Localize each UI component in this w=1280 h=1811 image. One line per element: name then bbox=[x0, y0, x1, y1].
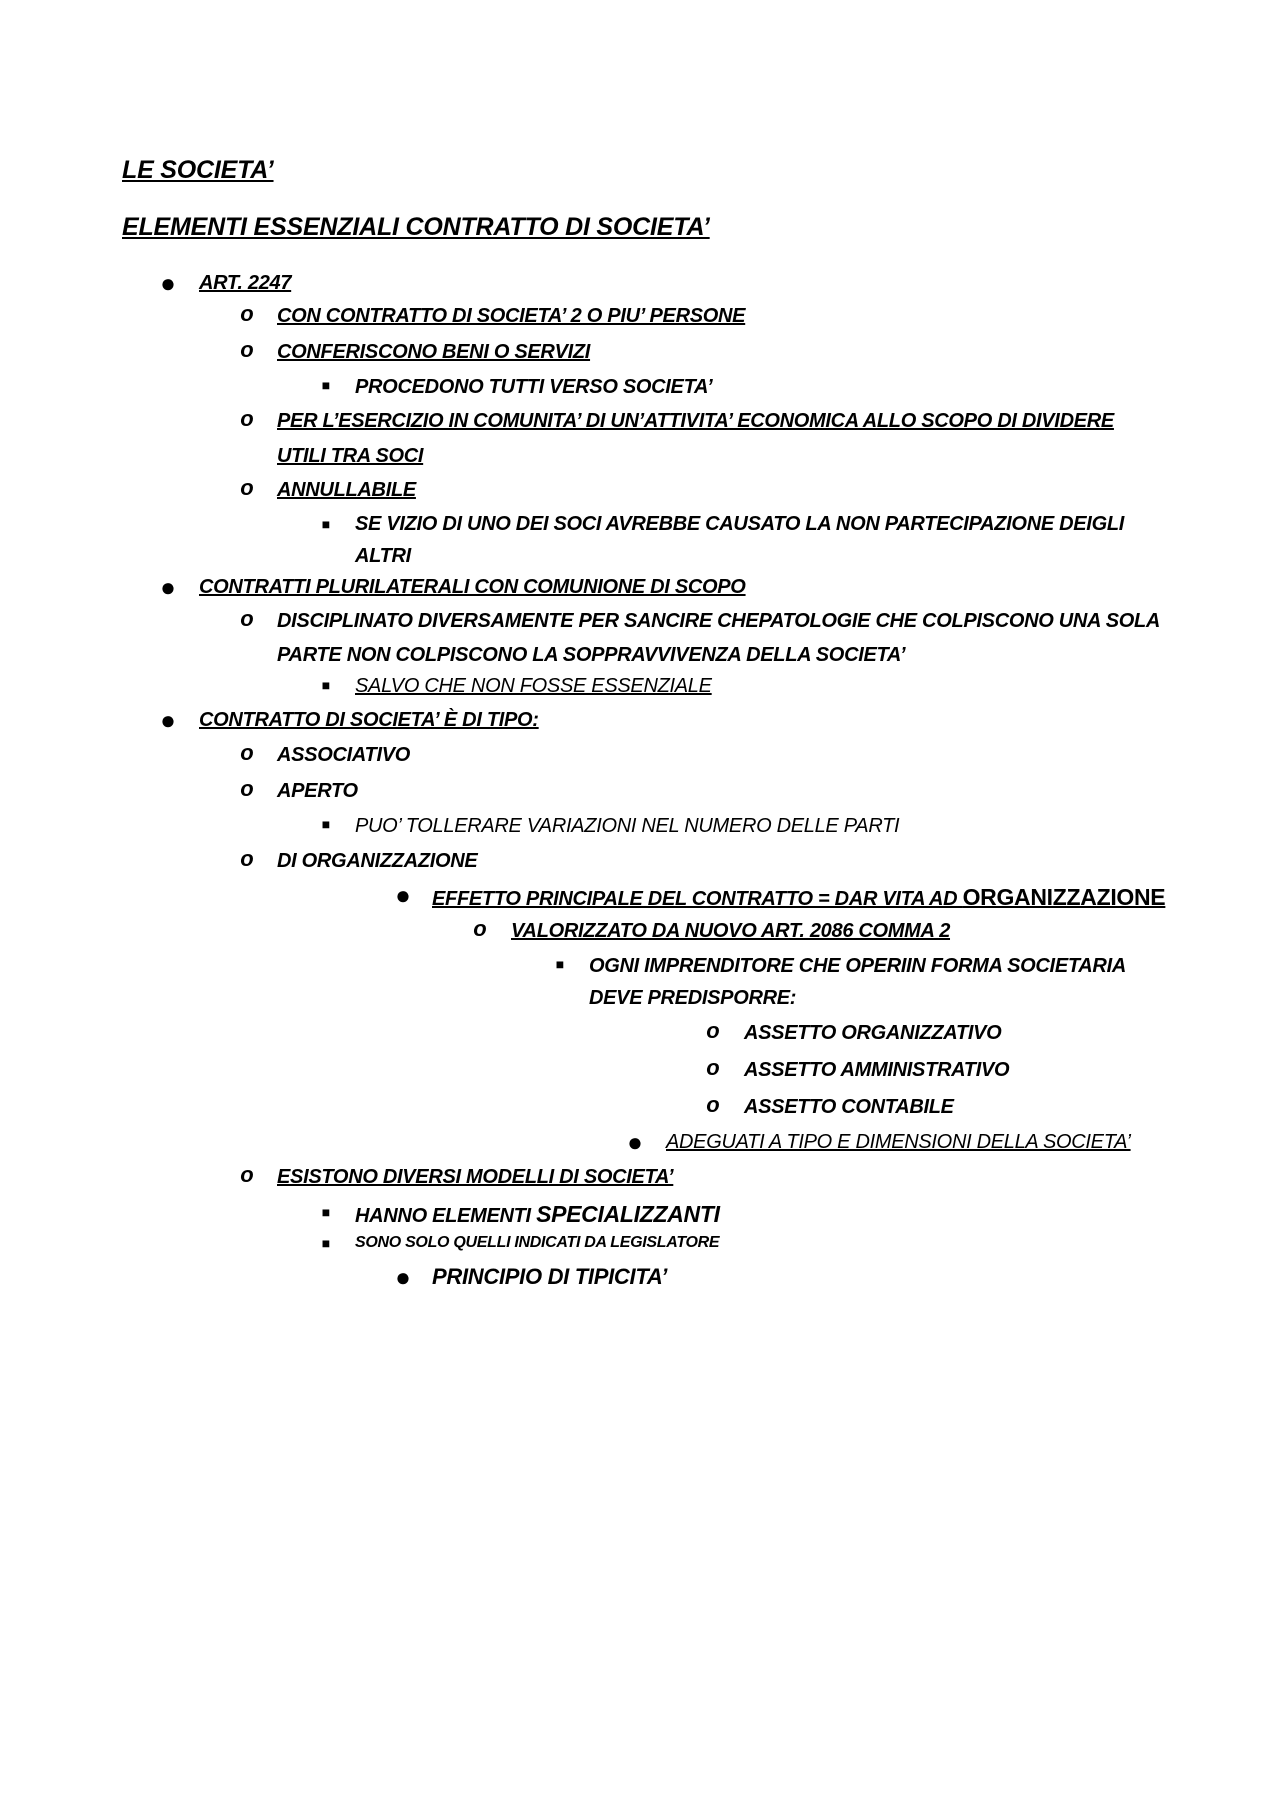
bullet-circle-icon: o bbox=[240, 846, 254, 871]
list-item: ADEGUATI A TIPO E DIMENSIONI DELLA SOCIETA’ bbox=[666, 1131, 1131, 1153]
list-item: PARTE NON COLPISCONO LA SOPPRAVVIVENZA DELLA SOCIETA’ bbox=[277, 644, 906, 666]
bullet-circle-icon: o bbox=[706, 1092, 720, 1117]
bullet-dot-icon: ● bbox=[160, 705, 176, 735]
bullet-circle-icon: o bbox=[240, 337, 254, 362]
list-item: CONTRATTO DI SOCIETA’ È DI TIPO: bbox=[199, 709, 539, 731]
list-item: ASSETTO ORGANIZZATIVO bbox=[744, 1022, 1002, 1044]
bullet-circle-icon: o bbox=[240, 740, 254, 765]
list-item: CON CONTRATTO DI SOCIETA’ 2 O PIU’ PERSONE bbox=[277, 305, 746, 327]
bullet-square-icon: ■ bbox=[321, 677, 331, 693]
list-item: CONFERISCONO BENI O SERVIZI bbox=[277, 341, 591, 363]
bullet-dot-icon: ● bbox=[395, 1262, 411, 1292]
bullet-dot-icon: ● bbox=[627, 1127, 643, 1157]
list-item: DEVE PREDISPORRE: bbox=[589, 987, 797, 1009]
list-item: ASSETTO AMMINISTRATIVO bbox=[744, 1059, 1010, 1081]
bullet-square-icon: ■ bbox=[321, 1204, 331, 1220]
bullet-circle-icon: o bbox=[706, 1055, 720, 1080]
document-subtitle: ELEMENTI ESSENZIALI CONTRATTO DI SOCIETA’ bbox=[122, 213, 710, 241]
list-item: ANNULLABILE bbox=[277, 479, 416, 501]
bullet-circle-icon: o bbox=[706, 1018, 720, 1043]
list-item: PUO’ TOLLERARE VARIAZIONI NEL NUMERO DELLE PARTI bbox=[355, 815, 900, 837]
list-item: EFFETTO PRINCIPALE DEL CONTRATTO = DAR VITA AD ORGANIZZAZIONE bbox=[432, 884, 1166, 910]
list-item: ESISTONO DIVERSI MODELLI DI SOCIETA’ bbox=[277, 1166, 674, 1188]
list-item: UTILI TRA SOCI bbox=[277, 445, 424, 467]
bullet-circle-icon: o bbox=[240, 776, 254, 801]
bullet-circle-icon: o bbox=[240, 606, 254, 631]
bullet-dot-icon: ● bbox=[160, 268, 176, 298]
bullet-circle-icon: o bbox=[473, 916, 487, 941]
bullet-square-icon: ■ bbox=[555, 956, 565, 972]
bullet-square-icon: ■ bbox=[321, 516, 331, 532]
list-item: ASSOCIATIVO bbox=[277, 744, 411, 766]
list-item: PROCEDONO TUTTI VERSO SOCIETA’ bbox=[355, 376, 713, 398]
bullet-dot-icon: ● bbox=[395, 880, 411, 910]
bullet-circle-icon: o bbox=[240, 406, 254, 431]
list-item: ART. 2247 bbox=[199, 272, 292, 294]
bullet-square-icon: ■ bbox=[321, 1235, 331, 1251]
bullet-square-icon: ■ bbox=[321, 377, 331, 393]
list-item: CONTRATTI PLURILATERALI CON COMUNIONE DI SCOPO bbox=[199, 576, 746, 598]
bullet-circle-icon: o bbox=[240, 1162, 254, 1187]
bullet-dot-icon: ● bbox=[160, 572, 176, 602]
list-item: SONO SOLO QUELLI INDICATI DA LEGISLATORE bbox=[355, 1234, 720, 1251]
list-item: ALTRI bbox=[355, 545, 411, 567]
list-item: DI ORGANIZZAZIONE bbox=[277, 850, 478, 872]
list-item: ASSETTO CONTABILE bbox=[744, 1096, 954, 1118]
list-item: VALORIZZATO DA NUOVO ART. 2086 COMMA 2 bbox=[511, 920, 951, 942]
list-item: PRINCIPIO DI TIPICITA’ bbox=[432, 1264, 668, 1289]
bullet-circle-icon: o bbox=[240, 301, 254, 326]
list-item: DISCIPLINATO DIVERSAMENTE PER SANCIRE CHEPATOLOGIE CHE COLPISCONO UNA SOLA bbox=[277, 610, 1161, 632]
document-title: LE SOCIETA’ bbox=[122, 156, 274, 184]
list-item: SALVO CHE NON FOSSE ESSENZIALE bbox=[355, 675, 712, 697]
bullet-square-icon: ■ bbox=[321, 816, 331, 832]
list-item: PER L’ESERCIZIO IN COMUNITA’ DI UN’ATTIVITA’ ECONOMICA ALLO SCOPO DI DIVIDERE bbox=[277, 410, 1114, 432]
list-item: APERTO bbox=[277, 780, 358, 802]
list-item: SE VIZIO DI UNO DEI SOCI AVREBBE CAUSATO LA NON PARTECIPAZIONE DEIGLI bbox=[355, 513, 1124, 535]
bullet-circle-icon: o bbox=[240, 475, 254, 500]
list-item: OGNI IMPRENDITORE CHE OPERIIN FORMA SOCIETARIA bbox=[589, 955, 1126, 977]
list-item: HANNO ELEMENTI SPECIALIZZANTI bbox=[355, 1201, 720, 1227]
